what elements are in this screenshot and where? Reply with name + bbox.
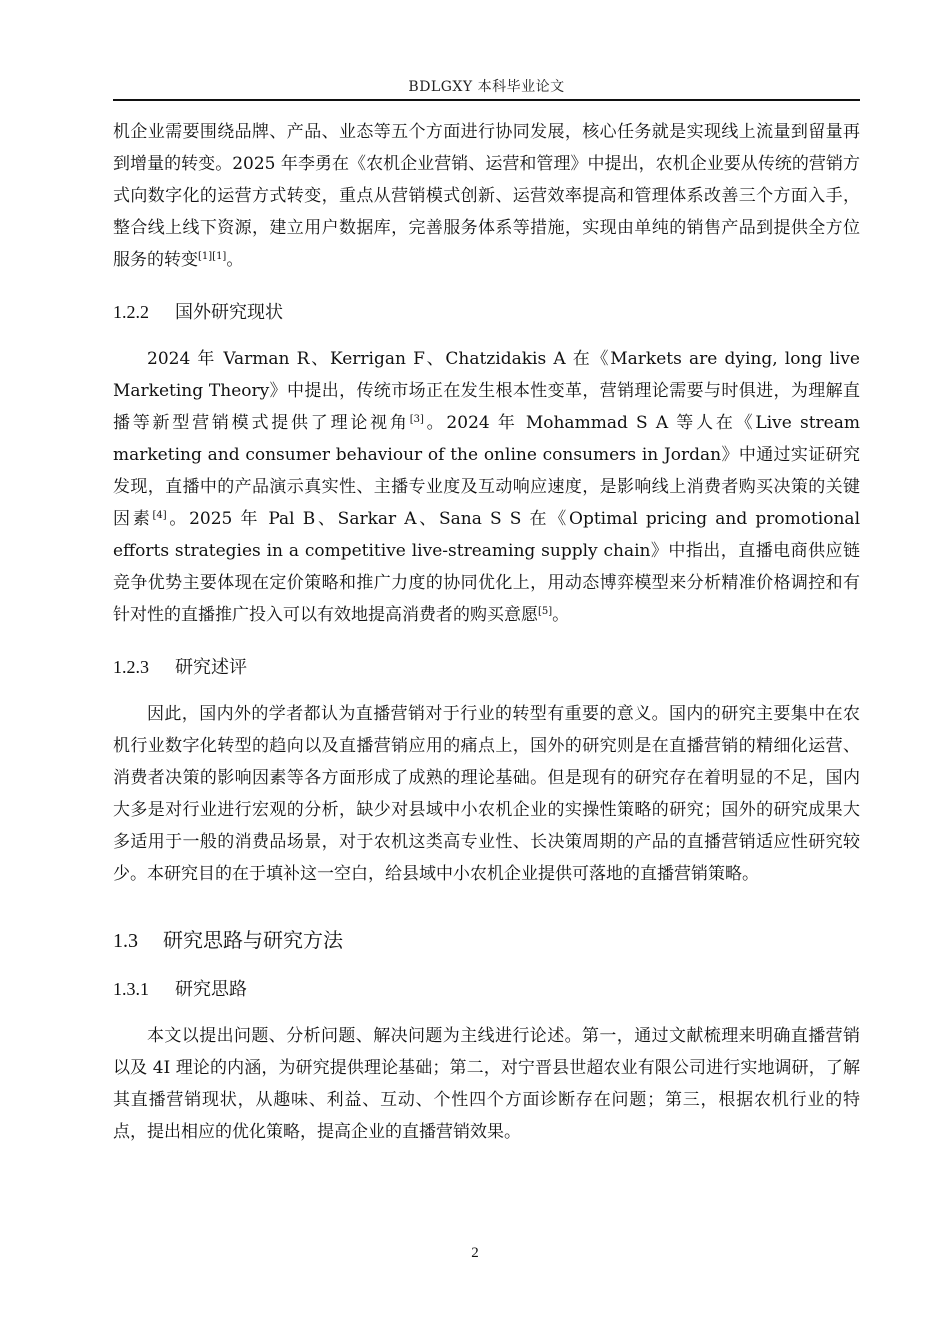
heading-1-2-3 [113,651,860,684]
paragraph-text: 机企业需要围绕品牌、产品、业态等五个方面进行协同发展，核心任务就是实现线上流量到留量再到增量的转变。2025 年李勇在《农机企业营销、运营和管理》中提出，农机企业要从传统的营销方式向数字化的运营方式转变，重点从营销模式创新、运营效率提高和管理体系改善三个方面入手，整合线上线下资源，建立用户数据库，完善服务体系等措施，实现由单纯的销售产品到提供全方位服务的转变 [113,122,860,270]
running-header: BDLGXY 本科毕业论文 [408,79,565,95]
paragraph-foreign-research [113,343,860,631]
heading-number: 1.3.1 [113,979,149,999]
paragraph-end: 。 [552,605,570,625]
citation: [5] [538,606,553,617]
heading-number: 1.3 [113,930,138,952]
heading-1-2-2 [113,296,860,329]
paragraph-research-approach: 本文以提出问题、分析问题、解决问题为主线进行论述。第一，通过文献梳理来明确直播营销以及 4I 理论的内涵，为研究提供理论基础；第二，对宁晋县世超农业有限公司进行实地调研，了解其直播营销现状，从趣味、利益、互动、个性四个方面诊断存在问题；第三，根据农机行业的特点，提出相应的优化策略，提高企业的直播营销效果。 [113,1026,860,1142]
paragraph-continued [113,116,860,276]
heading-title: 研究思路与研究方法 [163,928,343,952]
page-number: 2 [471,1245,479,1261]
paragraph-review: 因此，国内外的学者都认为直播营销对于行业的转型有重要的意义。国内的研究主要集中在农机行业数字化转型的趋向以及直播营销应用的痛点上，国外的研究则是在直播营销的精细化运营、消费者决策的影响因素等各方面形成了成熟的理论基础。但是现有的研究存在着明显的不足，国内大多是对行业进行宏观的分析，缺少对县域中小农机企业的实操性策略的研究；国外的研究成果大多适用于一般的消费品场景，对于农机这类高专业性、长决策周期的产品的直播营销适应性研究较少。本研究目的在于填补这一空白，给县域中小农机企业提供可落地的直播营销策略。 [113,704,860,884]
heading-title: 研究述评 [175,657,247,678]
heading-1-3-1 [113,973,860,1006]
paragraph-text: 。2024 年 Mohammad S A 等人在《Live stream marketing and consumer behaviour of the online consumers in Jordan》中通过实证研究发现，直播中的产品演示真实性、主播专业度及互动响应速度，是影响线上消费者购买决策的关键因素 [113,413,860,529]
citation: [3] [409,414,424,425]
citation: [4] [152,510,167,521]
heading-title: 研究思路 [175,979,247,1000]
header-rule [113,99,860,101]
page-body [113,116,860,1148]
paragraph-text: 。2025 年 Pal B、Sarkar A、Sana S S 在《Optimal pricing and promotional efforts strategies in a competitive live-streaming supply chain》中指出，直播电商供应链竞争优势主要体现在定价策略和推广力度的协同优化上，用动态博弈模型来分析精准价格调控和有针对性的直播推广投入可以有效地提高消费者的购买意愿 [113,509,861,625]
heading-number: 1.2.2 [113,302,149,322]
paragraph-end: 。 [226,250,244,270]
heading-title: 国外研究现状 [175,302,283,323]
paragraph-text: 2024 年 Varman R、Kerrigan F、Chatzidakis A 在《Markets are dying, long live Marketing Theory》中提出，传统市场正在发生根本性变革，营销理论需要与时俱进，为理解直播等新型营销模式提供了理论视角 [113,349,860,433]
heading-1-3 [113,922,860,959]
heading-number: 1.2.3 [113,657,149,677]
citation: [1][1] [198,251,227,262]
